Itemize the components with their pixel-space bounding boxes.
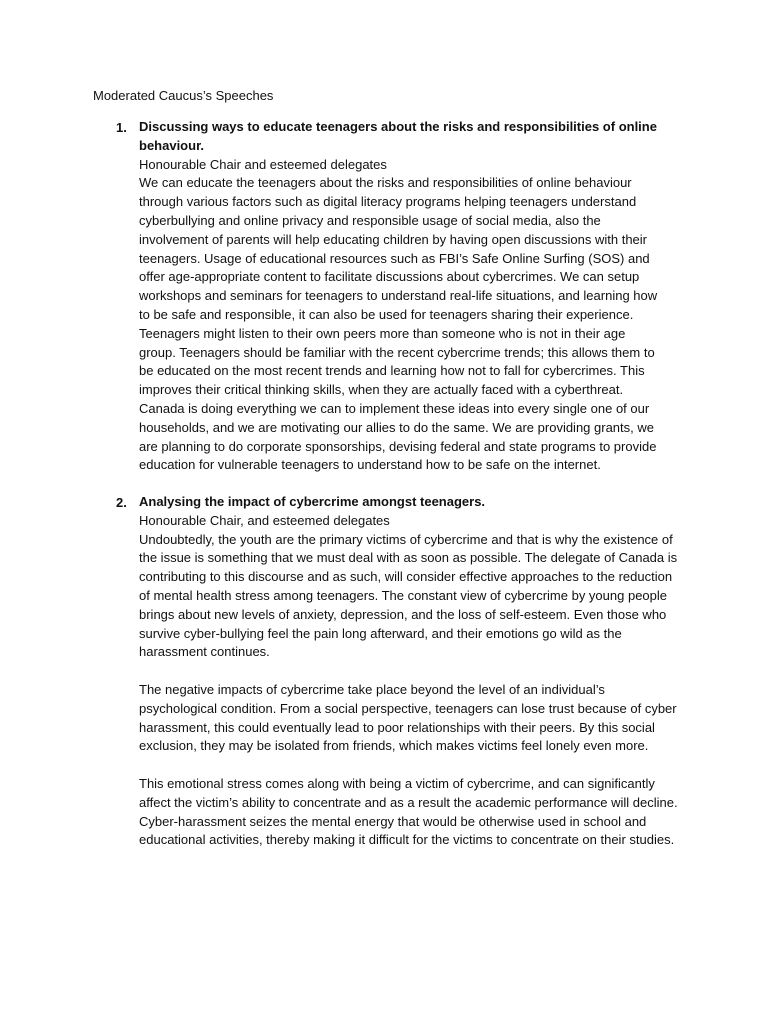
list-number: 1. [116, 120, 127, 135]
salutation: Honourable Chair, and esteemed delegates [139, 512, 390, 528]
paragraph: We can educate the teenagers about the risks and responsibilities of online behaviour through various factors such as digital literacy programs helping teenagers understand cyberbullying and online privacy and responsible usage of social media, also the involvement of parents will help educating children by having open discussions with their teenagers. Usage of educational resources such as FBI’s Safe Online Surfing (SOS) and offer age-appropriate content to facilitate discussions about cybercrimes. We can setup workshops and seminars for teenagers to understand real-life situations, and learning how to be safe and responsible, it can also be used for teenagers sharing their experience. Teenagers might listen to their own peers more than someone who is not in their age group. Teenagers should be familiar with the recent cybercrime trends; this allows them to be educated on the most recent trends and learning how not to fall for cybercrimes. This improves their critical thinking skills, when they are actually faced with a cyberthreat. Canada is doing everything we can to implement these ideas into every single one of our households, and we are motivating our allies to do the same. We are providing grants, we are planning to do corporate sponsorships, devising federal and state programs to provide education for vulnerable teenagers to understand how to be safe on the internet. [139, 175, 658, 473]
salutation: Honourable Chair and esteemed delegates [139, 156, 387, 172]
paragraph: This emotional stress comes along with being a victim of cybercrime, and can significantly affect the victim’s ability to concentrate and as a result the academic performance will decline. Cyber-harassment seizes the mental energy that would be otherwise used in school and educational activities, thereby making it difficult for the victims to concentrate on their studies. [139, 776, 678, 848]
speech-section [139, 118, 659, 475]
document-title: Moderated Caucus’s Speeches [93, 88, 274, 103]
section-heading: Analysing the impact of cybercrime amongst teenagers. [139, 494, 486, 509]
list-number: 2. [116, 495, 127, 510]
speech-section [139, 493, 679, 662]
paragraph: Undoubtedly, the youth are the primary victims of cybercrime and that is why the existence of the issue is something that we must deal with as soon as possible. The delegate of Canada is contributing to this discourse and as such, will consider effective approaches to the reduction of mental health stress among teenagers. The constant view of cybercrime by young people brings about new levels of anxiety, depression, and the loss of self-esteem. Even those who survive cyber-bullying feel the pain long afterward, and their emotions go wild as the harassment continues. [139, 531, 678, 660]
section-heading: Discussing ways to educate teenagers about the risks and responsibilities of online behaviour. [139, 119, 657, 153]
paragraph: The negative impacts of cybercrime take place beyond the level of an individual’s psychological condition. From a social perspective, teenagers can lose trust because of cyber harassment, this could eventually lead to poor relationships with their peers. By this social exclusion, they may be isolated from friends, which makes victims feel lonely even more. [139, 682, 677, 754]
